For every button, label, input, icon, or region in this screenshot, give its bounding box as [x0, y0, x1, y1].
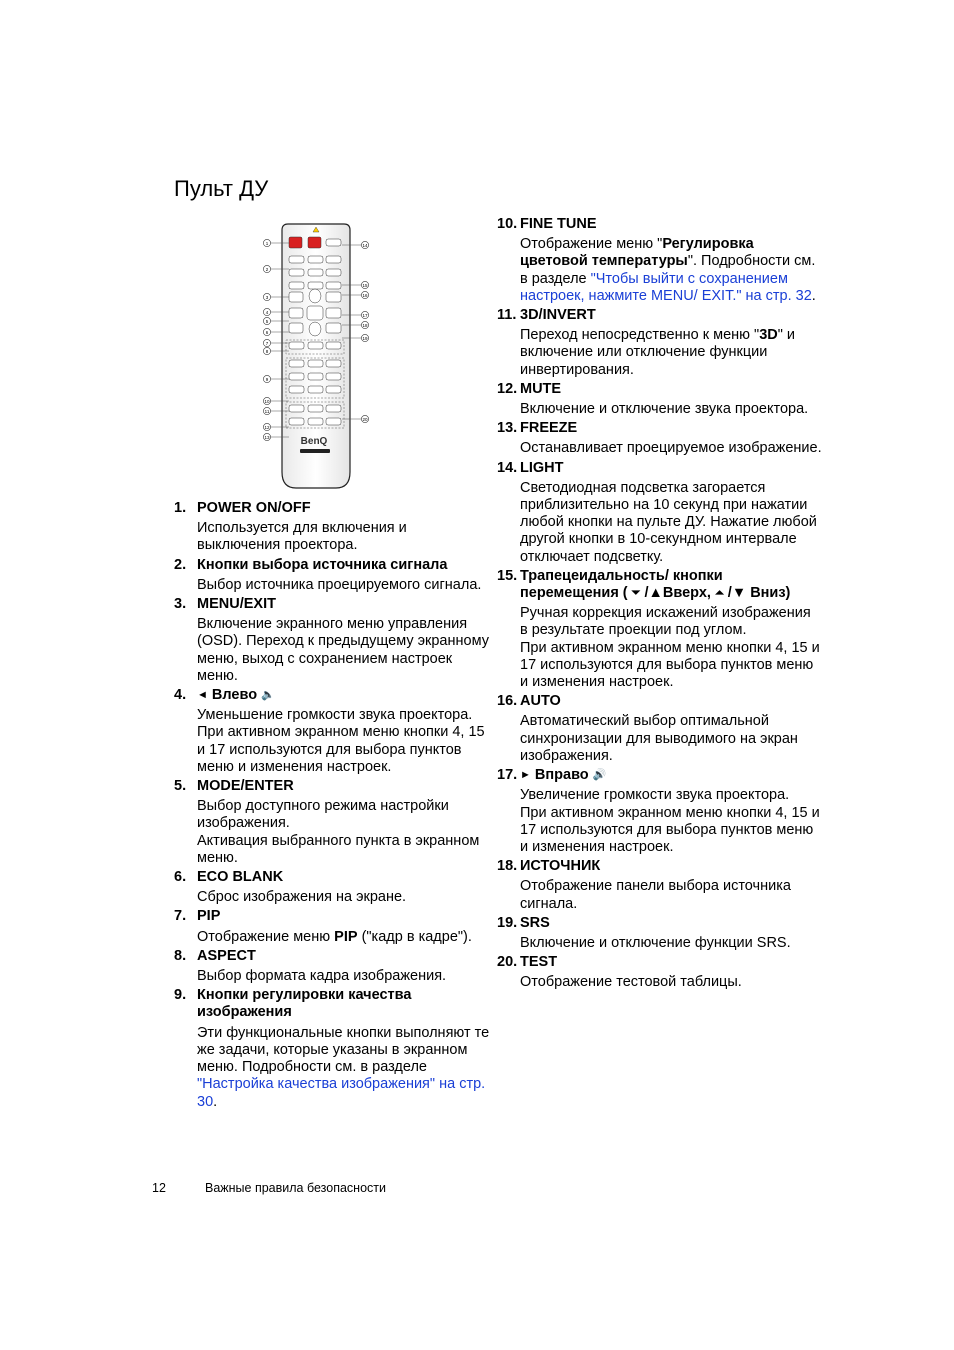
feature-heading	[497, 954, 822, 971]
feature-item	[174, 987, 492, 1110]
callout-label: 9	[265, 377, 269, 382]
callout-label: 2	[265, 267, 269, 272]
remote-key	[289, 360, 304, 367]
callout-label: 13	[264, 435, 270, 440]
feature-heading	[174, 778, 492, 795]
feature-item	[174, 500, 492, 555]
description-text: Отображение меню	[197, 928, 335, 945]
feature-heading	[497, 767, 822, 784]
feature-heading	[497, 858, 822, 875]
callout-label: 5	[265, 319, 269, 324]
item-title	[520, 381, 822, 398]
item-description: Используется для включения и выключения проектора.	[197, 520, 407, 554]
source-button	[326, 323, 341, 333]
description-text: ". Подробности см. в разделе	[520, 253, 816, 287]
remote-key	[289, 405, 304, 412]
remote-key	[326, 256, 341, 263]
feature-heading	[174, 948, 492, 965]
callout-label: 20	[362, 417, 368, 422]
feature-item	[497, 954, 822, 991]
item-title	[197, 778, 492, 795]
remote-body	[282, 224, 350, 488]
item-number: 20.	[497, 954, 518, 971]
item-title-text: PIP	[197, 908, 221, 925]
item-description	[520, 236, 822, 305]
feature-heading	[174, 596, 492, 613]
feature-item	[174, 778, 492, 867]
item-title-text: FINE TUNE	[520, 216, 597, 232]
feature-item	[497, 693, 822, 765]
item-title-text: SRS	[520, 914, 550, 931]
items-column-right	[497, 214, 822, 992]
remote-key	[326, 282, 341, 289]
item-number: 16.	[497, 693, 518, 710]
items-column-left	[174, 498, 492, 1111]
item-title-text: ASPECT	[197, 947, 256, 964]
speaker-icon: 🔈	[261, 689, 275, 702]
item-title-line2c: /▼ Вниз)	[723, 585, 791, 602]
description-bold: 3D	[759, 327, 778, 344]
item-title	[197, 869, 492, 886]
item-number: 2.	[174, 556, 187, 573]
feature-item	[497, 216, 822, 305]
item-description	[197, 929, 492, 946]
item-title-text: ECO BLANK	[197, 869, 284, 886]
cross-reference-link[interactable]: "Чтобы выйти с сохранением настроек, нажмите MENU/ EXIT." на стр. 32	[520, 270, 812, 304]
page-title: Пульт ДУ	[174, 176, 269, 201]
remote-key	[289, 256, 304, 263]
item-title-text: Влево	[211, 687, 258, 704]
item-description: Сброс изображения на экране.	[197, 889, 407, 906]
item-number: 14.	[497, 459, 518, 476]
item-description: Ручная коррекция искажений изображения в результате проекции под углом.	[520, 605, 811, 639]
item-title	[520, 307, 822, 324]
callout-label: 19	[362, 336, 368, 341]
remote-key	[326, 418, 341, 425]
callout-label: 4	[265, 310, 269, 315]
item-number: 10.	[497, 216, 518, 232]
item-title-text: MODE/ENTER	[197, 778, 294, 795]
callout-label: 11	[264, 409, 270, 414]
feature-item	[174, 596, 492, 685]
remote-key	[289, 418, 304, 425]
item-number: 3.	[174, 596, 187, 613]
remote-key	[289, 373, 304, 380]
keystone-down-button	[309, 322, 321, 336]
item-description: Автоматический выбор оптимальной синхронизации для выводимого на экран изображения.	[520, 713, 798, 764]
auto-button	[326, 292, 341, 302]
item-description: При активном экранном меню кнопки 4, 15 и 17 используются для выбора пунктов меню и изменения настроек.	[520, 804, 820, 855]
item-title-text: ИСТОЧНИК	[520, 858, 601, 875]
callout-label: 3	[265, 295, 269, 300]
item-title	[520, 216, 822, 233]
item-number: 8.	[174, 947, 187, 964]
remote-key	[289, 269, 304, 276]
item-title-line2b: /▲Вверх,	[640, 585, 715, 602]
feature-item	[497, 568, 822, 691]
feature-item	[497, 915, 822, 952]
remote-key	[308, 282, 323, 289]
feature-heading	[497, 381, 822, 398]
remote-key	[308, 386, 323, 393]
description-text: Эти функциональные кнопки выполняют те же задачи, которые указаны в экранном меню. Подробности см. в разделе	[197, 1024, 490, 1076]
callout-label: 7	[265, 341, 269, 346]
item-number: 15.	[497, 567, 518, 584]
remote-key	[308, 360, 323, 367]
footer-section-title: Важные правила безопасности	[205, 1181, 386, 1195]
item-description: Выбор источника проецируемого сигнала.	[197, 576, 482, 593]
item-number: 17.	[497, 767, 518, 784]
feature-item	[174, 908, 492, 945]
item-title-text: Вправо	[534, 767, 589, 784]
feature-heading	[497, 307, 822, 324]
item-title	[520, 915, 822, 932]
remote-control-illustration	[258, 222, 374, 492]
item-description: Включение и отключение звука проектора.	[520, 401, 809, 418]
remote-key	[326, 373, 341, 380]
item-number: 7.	[174, 908, 187, 925]
remote-key	[308, 256, 323, 263]
callout-label: 6	[265, 330, 269, 335]
item-number: 12.	[497, 380, 518, 397]
item-title	[197, 687, 492, 704]
keystone-down-icon: ⏷	[631, 587, 641, 600]
feature-heading	[174, 869, 492, 886]
item-title	[520, 693, 822, 710]
description-bold: PIP	[334, 928, 358, 945]
menu-exit-button	[289, 292, 303, 302]
left-button	[289, 308, 303, 318]
item-description: Отображение тестовой таблицы.	[520, 974, 742, 991]
callout-label: 1	[265, 241, 269, 246]
item-number: 18.	[497, 858, 518, 875]
description-bold: Регулировка цветовой температуры	[520, 236, 754, 270]
item-description: Включение экранного меню управления (OSD). Переход к предыдущему экранному меню, выход с сохранением настроек меню.	[197, 616, 489, 684]
item-title-text: FREEZE	[520, 420, 578, 437]
item-title	[197, 557, 492, 574]
remote-key	[326, 342, 341, 349]
callout-label: 10	[264, 399, 270, 404]
feature-heading	[497, 568, 822, 602]
description-text: " и включение или отключение функции инвертирования.	[520, 327, 796, 378]
arrow-icon: ►	[520, 769, 531, 782]
item-title-line2: перемещения (	[520, 585, 632, 602]
callout-label: 18	[362, 323, 368, 328]
feature-heading	[497, 915, 822, 932]
remote-key	[308, 269, 323, 276]
remote-key	[308, 373, 323, 380]
power-off-button	[308, 237, 321, 248]
item-description: Выбор формата кадра изображения.	[197, 968, 447, 985]
item-title-text: AUTO	[520, 693, 561, 710]
item-title	[197, 987, 492, 1021]
item-description: Отображение панели выбора источника сигнала.	[520, 878, 791, 912]
description-text: Отображение меню "	[520, 236, 663, 253]
item-description: Светодиодная подсветка загорается приблизительно на 10 секунд при нажатии любой кнопки на пульте ДУ. Нажатие любой другой кнопки в 10-секундном интервале отключает подсветку.	[520, 479, 817, 565]
item-title-text: POWER ON/OFF	[197, 500, 311, 516]
cross-reference-link[interactable]: "Настройка качества изображения" на стр. 30	[197, 1076, 486, 1110]
feature-heading	[174, 908, 492, 925]
item-description: Увеличение громкости звука проектора.	[520, 787, 790, 804]
feature-item	[497, 460, 822, 566]
item-title-text: 3D/INVERT	[520, 307, 596, 324]
item-number: 6.	[174, 869, 187, 886]
item-title	[520, 420, 822, 437]
item-number: 13.	[497, 420, 518, 437]
item-title	[197, 500, 492, 517]
callout-label: 15	[362, 283, 368, 288]
feature-item	[497, 420, 822, 457]
remote-brand-logo: BenQ	[300, 436, 328, 447]
page-number: 12	[152, 1181, 166, 1195]
item-title-text: TEST	[520, 954, 558, 971]
feature-item	[497, 858, 822, 913]
item-title	[520, 954, 822, 971]
light-button	[326, 239, 341, 246]
item-number: 9.	[174, 987, 187, 1004]
item-title	[197, 596, 492, 613]
description-text: ("кадр в кадре").	[357, 928, 472, 945]
item-number: 5.	[174, 778, 187, 795]
remote-key	[308, 405, 323, 412]
feature-item	[174, 557, 492, 594]
feature-item	[174, 948, 492, 985]
feature-heading	[497, 693, 822, 710]
right-button	[326, 308, 341, 318]
item-title-text: MENU/EXIT	[197, 596, 276, 613]
item-description	[197, 1025, 492, 1111]
item-description: При активном экранном меню кнопки 4, 15 и 17 используются для выбора пунктов меню и изменения настроек.	[197, 724, 485, 775]
feature-heading	[174, 987, 492, 1021]
description-text: .	[213, 1093, 218, 1110]
item-title-text: LIGHT	[520, 459, 564, 476]
item-description: Уменьшение громкости звука проектора.	[197, 707, 473, 724]
callout-label: 8	[265, 349, 269, 354]
feature-item	[497, 381, 822, 418]
feature-heading	[174, 557, 492, 574]
callout-label: 12	[264, 425, 270, 430]
mode-enter-button	[307, 306, 323, 320]
item-title	[520, 858, 822, 875]
item-description: При активном экранном меню кнопки 4, 15 и 17 используются для выбора пунктов меню и изменения настроек.	[520, 639, 820, 691]
keystone-up-icon: ⏶	[714, 587, 724, 600]
item-title-text: MUTE	[520, 380, 562, 397]
feature-item	[497, 767, 822, 856]
eco-blank-button	[289, 323, 303, 333]
item-number: 11.	[497, 307, 517, 324]
feature-heading	[174, 687, 492, 704]
item-title	[197, 948, 492, 965]
power-on-button	[289, 237, 302, 248]
remote-key	[289, 282, 304, 289]
remote-key	[308, 418, 323, 425]
feature-heading	[174, 500, 492, 517]
arrow-icon: ◄	[197, 689, 208, 702]
item-title	[520, 767, 822, 784]
item-description: Активация выбранного пункта в экранном меню.	[197, 832, 480, 866]
callout-label: 14	[362, 243, 368, 248]
callout-label: 17	[362, 313, 368, 318]
feature-item	[497, 307, 822, 379]
item-title-text: Кнопки регулировки качества изображения	[197, 987, 412, 1021]
feature-item	[174, 869, 492, 906]
item-description: Включение и отключение функции SRS.	[520, 934, 791, 951]
callout-label: 16	[362, 293, 368, 298]
remote-key	[326, 360, 341, 367]
description-text: Переход непосредственно к меню "	[520, 327, 760, 344]
keystone-up-button	[309, 289, 321, 303]
item-title	[520, 568, 822, 602]
remote-key	[326, 269, 341, 276]
remote-key	[326, 386, 341, 393]
remote-key	[308, 342, 323, 349]
speaker-icon: 🔊	[592, 769, 607, 782]
item-description	[520, 327, 822, 379]
feature-item	[174, 687, 492, 776]
item-description: Останавливает проецируемое изображение.	[520, 440, 822, 457]
feature-heading	[497, 420, 822, 437]
item-number: 1.	[174, 500, 187, 516]
item-title	[197, 908, 492, 925]
item-title-text: Кнопки выбора источника сигнала	[197, 556, 448, 573]
item-title-text: Трапецеидальность/ кнопки	[520, 567, 723, 584]
feature-heading	[497, 460, 822, 477]
feature-heading	[497, 216, 822, 233]
remote-key	[326, 405, 341, 412]
item-description: Выбор доступного режима настройки изображения.	[197, 798, 449, 832]
description-text: .	[811, 287, 816, 304]
remote-key	[289, 342, 304, 349]
item-title	[520, 460, 822, 477]
item-number: 4.	[174, 687, 187, 704]
remote-key	[289, 386, 304, 393]
item-number: 19.	[497, 914, 518, 931]
